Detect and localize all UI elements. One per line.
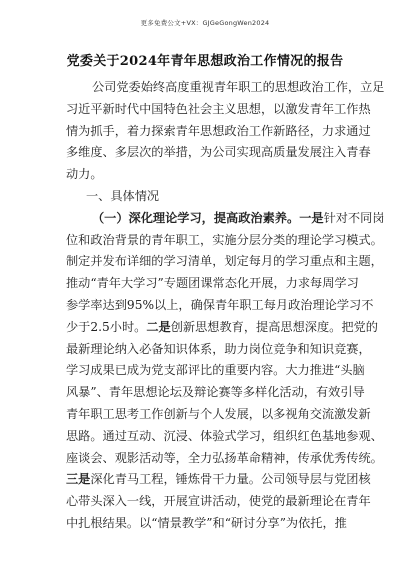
text-line [66, 208, 385, 230]
line-text: 一、具体情况 [86, 188, 160, 203]
text-line [66, 426, 383, 448]
line-text: 风暴”、青年思想论坛及辩论赛等多样化活动，有效引导 [66, 385, 365, 400]
line-text: 情为抓手，着力探索青年思想政治工作新路径，力求通过 [66, 123, 371, 138]
line-text: 多维度、多层次的举措，为公司实现高质量发展注入青春 [66, 145, 371, 160]
line-text: 座谈会、观影活动等，全力弘扬革命精神，传承优秀传统。 [66, 450, 383, 465]
document-title: 党委关于2024年青年思想政治工作情况的报告 [66, 54, 344, 69]
line-rest: 针对不同岗 [323, 210, 385, 225]
line-text: 制定并发布详细的学习清单，划定每月的学习重点和主题， [66, 254, 383, 269]
text-line [66, 164, 348, 186]
text-line [66, 230, 383, 252]
text-line [66, 448, 383, 470]
text-line [66, 251, 383, 273]
text-line [66, 339, 371, 361]
line-text: 位和政治背景的青年职工，实施分层分类的理论学习模式。 [66, 232, 383, 247]
line-text: 动力。 [66, 167, 103, 182]
line-emphasis: 三是 [66, 472, 91, 487]
line-text: 推动“青年大学习”专题团课常态化开展，力求每周学习 [66, 276, 359, 291]
text-line [66, 360, 365, 382]
text-line [66, 404, 371, 426]
line-emphasis: 一是 [299, 210, 324, 225]
document-body [66, 77, 385, 535]
text-line [66, 295, 374, 317]
header-note: 更多免费公文+VX：GJGeGongWen2024 [140, 19, 270, 27]
text-line [66, 77, 385, 99]
line-text: 参学率达到95%以上，确保青年职工每月政治理论学习不 [66, 297, 374, 312]
line-text: 学习成果已成为党支部评比的重要内容。大力推进“头脑 [66, 363, 365, 378]
text-line [66, 99, 371, 121]
text-line [66, 142, 371, 164]
line-text: 习近平新时代中国特色社会主义思想，以激发青年工作热 [66, 101, 371, 116]
text-line [66, 317, 378, 339]
text-line [66, 121, 371, 143]
line-rest: 创新思想教育，提高思想深度。把党的 [170, 319, 378, 334]
text-line [66, 491, 371, 513]
line-text: 青年职工思考工作创新与个人发展，以多视角交流激发新 [66, 406, 371, 421]
text-line [66, 273, 359, 295]
line-text: 心带头深入一线，开展宣讲活动，使党的最新理论在青年 [66, 494, 371, 509]
text-line [66, 469, 371, 491]
line-text: 公司党委始终高度重视青年职工的思想政治工作，立足 [92, 80, 385, 94]
line-text: 少于2.5小时。 [66, 319, 147, 334]
line-rest: 深化青马工程，锤炼骨干力量。公司领导层与党团核 [90, 472, 371, 487]
text-line [66, 186, 348, 208]
line-emphasis: 二是 [146, 319, 171, 334]
text-line [66, 513, 348, 535]
line-text: 思路。通过互动、沉浸、体验式学习，组织红色基地参观、 [66, 428, 383, 443]
line-text: 最新理论纳入必备知识体系，助力岗位竞争和知识竞赛， [66, 341, 371, 356]
text-line [66, 382, 365, 404]
line-text: （一）深化理论学习，提高政治素养。 [92, 210, 300, 225]
line-text: 中扎根结果。以“情景教学”和“研讨分享”为依托，推 [66, 515, 347, 530]
